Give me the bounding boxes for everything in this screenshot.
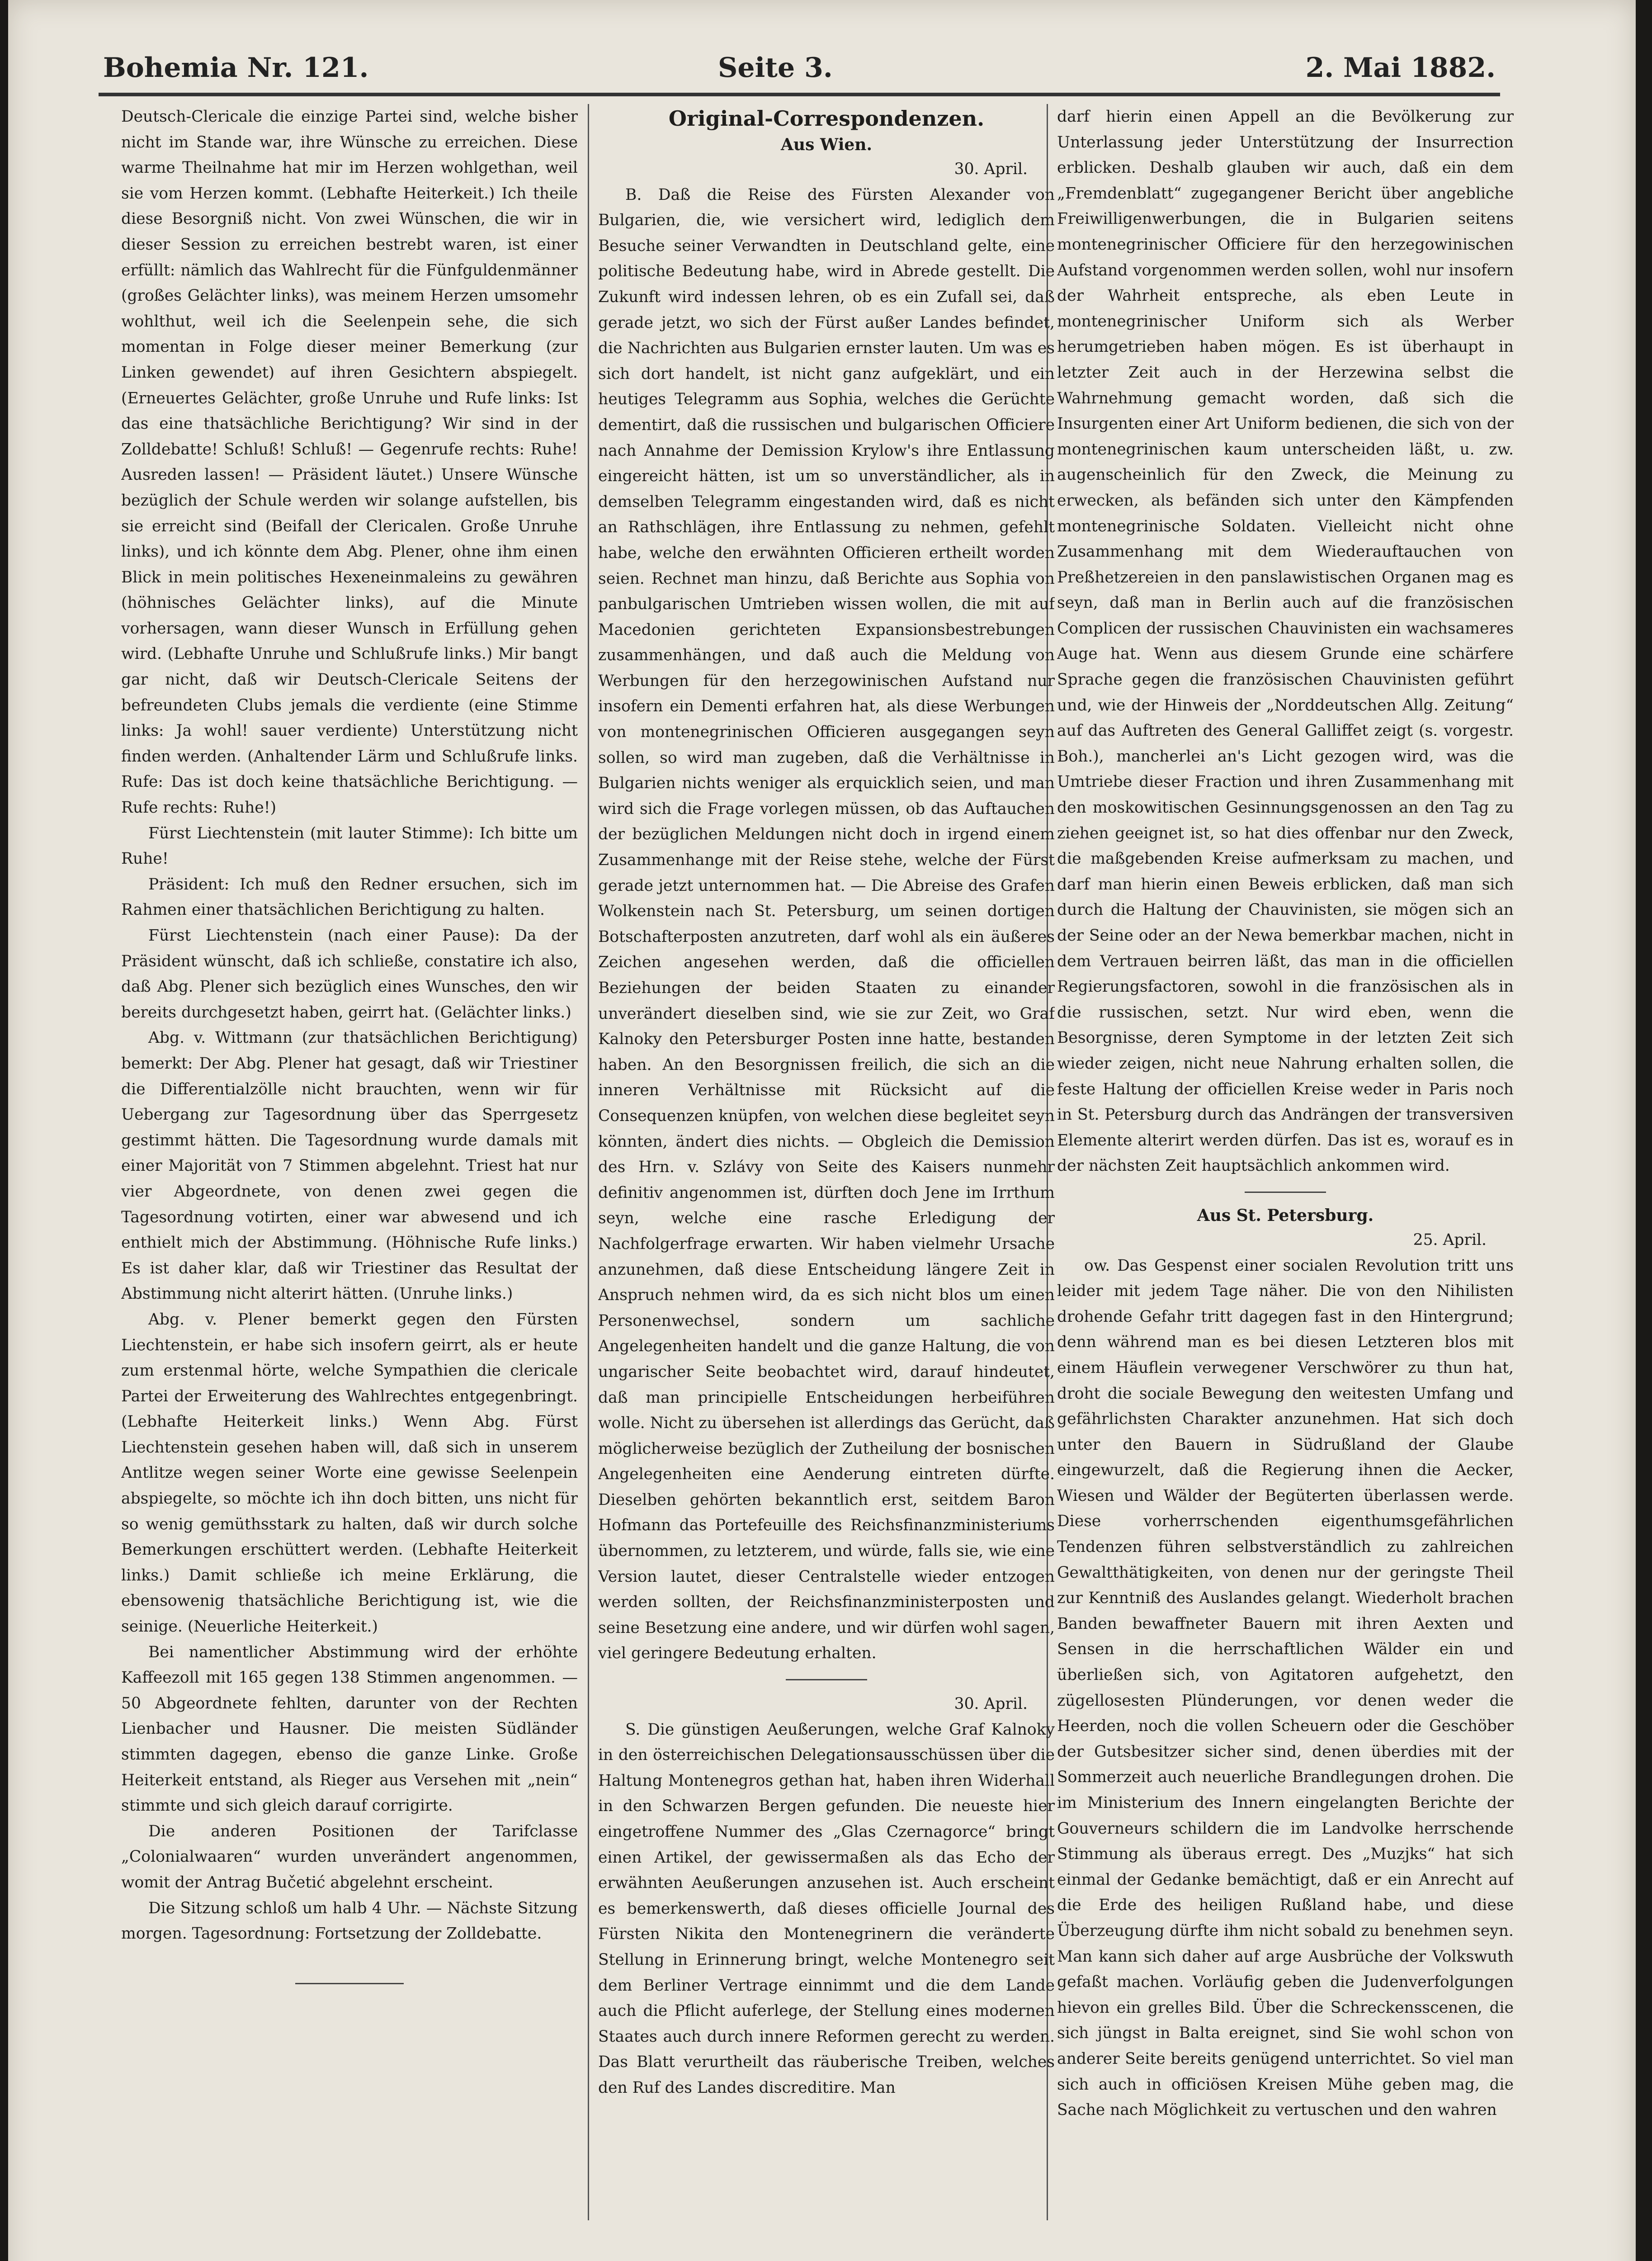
paragraph: Fürst Liechtenstein (nach einer Pause): Da der Präsident wünscht, daß ich schließe, constatire ich also, daß Abg. Plener sich bezüglich eines Wunsches, den wir bereits durchgesetzt haben, geirrt hat. (Gelächter links.): [121, 927, 578, 1022]
header-issue: Bohemia Nr. 121.: [103, 52, 369, 84]
column-divider-1: [588, 104, 589, 2220]
column-2: [598, 104, 1055, 2261]
paragraph: Präsident: Ich muß den Redner ersuchen, sich im Rahmen einer thatsächlichen Berichtigung zu halten.: [121, 875, 578, 919]
column-1: [121, 104, 578, 2261]
header-date: 2. Mai 1882.: [1305, 52, 1496, 84]
paragraph: ow. Das Gespenst einer socialen Revolution tritt uns leider mit jedem Tage näher. Die von den Nihilisten drohende Gefahr tritt dagegen fast in den Hintergrund; denn während man es bei diesen Letzteren blos mit einem Häuflein verwegener Verschwörer zu thun hat, droht die sociale Bewegung den weitesten Umfang und gefährlichsten Charakter anzunehmen. Hat sich doch unter den Bauern in Südrußland der Glaube eingewurzelt, daß die Regierung ihnen die Aecker, Wiesen und Wälder der Begüterten überlassen werde. Diese vorherrschenden eigenthumsgefährlichen Tendenzen führen selbstverständlich zu zahlreichen Gewaltthätigkeiten, von denen nur der geringste Theil zur Kenntniß des Auslandes gelangt. Wiederholt brachen Banden bewaffneter Bauern mit ihren Aexten und Sensen in die herrschaftlichen Wälder ein und überließen sich, von Agitatoren aufgehetzt, den zügellosesten Plünderungen, vor denen weder die Heerden, noch die vollen Scheuern oder die Geschöber der Gutsbesitzer sicher sind, denen überdies mit der Sommerzeit auch neuerliche Brandlegungen drohen. Die im Ministerium des Innern eingelangten Berichte der Gouverneurs schildern die im Landvolke herrschende Stimmung als überaus erregt. Des „Muzjks“ hat sich einmal der Gedanke bemächtigt, daß er ein Anrecht auf die Erde des heiligen Rußland habe, und diese Überzeugung dürfte ihm nicht sobald zu benehmen seyn. Man kann sich daher auf arge Ausbrüche der Volkswuth gefaßt machen. Vorläufig geben die Judenverfolgungen hievon ein grelles Bild. Über die Schreckensscenen, die sich jüngst in Balta ereignet, sind Sie wohl schon von anderer Seite bereits genügend unterrichtet. So viel man sich auch in officiösen Kreisen Mühe geben mag, die Sache nach Möglichkeit zu vertuschen und den wahren: [1057, 1256, 1514, 2119]
article-end-rule: [295, 1983, 404, 1984]
paragraph: Abg. v. Plener bemerkt gegen den Fürsten Liechtenstein, er habe sich insofern geirrt, als er heute zum erstenmal hörte, welche Sympathien die clericale Partei der Erweiterung des Wahlrechtes entgegenbringt. (Lebhafte Heiterkeit links.) Wenn Abg. Fürst Liechtenstein gesehen haben will, daß sich in unserem Antlitze wegen seiner Worte eine gewisse Seelenpein abspiegelte, so möchte ich ihn doch bitten, uns nicht für so wenig gemüthsstark zu halten, daß wir durch solche Bemerkungen erschüttert werden. (Lebhafte Heiterkeit links.) Damit schließe ich meine Erklärung, die ebensowenig thatsächliche Berichtigung ist, wie die seinige. (Neuerliche Heiterkeit.): [121, 1310, 578, 1636]
header-rule: [99, 93, 1500, 96]
dateline-date: 25. April.: [1413, 1230, 1487, 1249]
column-3: [1057, 104, 1514, 2261]
dateline-place: Aus Wien.: [781, 135, 872, 154]
page-header: [103, 43, 1496, 97]
paragraph: Deutsch-Clericale die einzige Partei sind, welche bisher nicht im Stande war, ihre Wünsche zu erreichen. Diese warme Theilnahme hat mir im Herzen wohlgethan, weil sie vom Herzen kommt. (Lebhafte Heiterkeit.) Ich theile diese Besorgniß nicht. Von zwei Wünschen, die wir in dieser Session zu erreichen bestrebt waren, ist einer erfüllt: nämlich das Wahlrecht für die Fünfguldenmänner (großes Gelächter links), was meinem Herzen umsomehr wohlthut, weil ich die Seelenpein sehe, die sich momentan in Folge dieser meiner Bemerkung (zur Linken gewendet) auf ihren Gesichtern abspiegelt. (Erneuertes Gelächter, große Unruhe und Rufe links: Ist das eine thatsächliche Berichtigung? Wir sind in der Zolldebatte! Schluß! Schluß! — Gegenrufe rechts: Ruhe! Ausreden lassen! — Präsident läutet.) Unsere Wünsche bezüglich der Schule werden wir solange aufstellen, bis sie erreicht sind (Beifall der Clericalen. Große Unruhe links), und ich könnte dem Abg. Plener, ohne ihm einen Blick in mein politisches Hexeneinmaleins zu gewähren (höhnisches Gelächter links), auf die Minute vorhersagen, wann dieser Wunsch in Erfüllung gehen wird. (Lebhafte Unruhe und Schlußrufe links.) Mir bangt gar nicht, daß wir Deutsch-Clericale Seitens der befreundeten Clubs jemals die verdiente (eine Stimme links: Ja wohl! sauer verdiente) Unterstützung nicht finden werden. (Anhaltender Lärm und Schlußrufe links. Rufe: Das ist doch keine thatsächliche Berichtigung. — Rufe rechts: Ruhe!): [121, 108, 578, 817]
dateline-date: 30. April.: [954, 160, 1028, 178]
dateline-date: 30. April.: [954, 1695, 1028, 1713]
paragraph: Die anderen Positionen der Tarifclasse „Colonialwaaren“ wurden unverändert angenommen, womit der Antrag Bučetić abgelehnt erscheint.: [121, 1822, 578, 1892]
paragraph: Bei namentlicher Abstimmung wird der erhöhte Kaffeezoll mit 165 gegen 138 Stimmen angenommen. — 50 Abgeordnete fehlten, darunter von der Rechten Lienbacher und Hausner. Die meisten Südländer stimmten dagegen, ebenso die ganze Linke. Große Heiterkeit entstand, als Rieger aus Versehen mit „nein“ stimmte und sich gleich darauf corrigirte.: [121, 1643, 578, 1815]
newspaper-page: [8, 0, 1636, 2261]
paragraph: B. Daß die Reise des Fürsten Alexander von Bulgarien, die, wie versichert wird, lediglich dem Besuche seiner Verwandten in Deutschland gelte, eine politische Bedeutung habe, wird in Abrede gestellt. Die Zukunft wird indessen lehren, ob es ein Zufall sei, daß gerade jetzt, wo sich der Fürst außer Landes befindet, die Nachrichten aus Bulgarien ernster lauten. Um was es sich dort handelt, ist nicht ganz aufgeklärt, und ein heutiges Telegramm aus Sophia, welches die Gerüchte dementirt, daß die russischen und bulgarischen Officiere nach Annahme der Demission Krylow's ihre Entlassung eingereicht hätten, ist um so unverständlicher, als in demselben Telegramm eingestanden wird, daß es nicht an Rathschlägen, ihre Entlassung zu nehmen, gefehlt habe, welche den erwähnten Officieren ertheilt worden seien. Rechnet man hinzu, daß Berichte aus Sophia von panbulgarischen Umtrieben wissen wollen, die mit auf Macedonien gerichteten Expansionsbestrebungen zusammenhängen, und daß auch die Meldung von Werbungen für den herzegowinischen Aufstand nur insofern ein Dementi erfahren hat, als diese Werbungen von montenegrinischen Officieren ausgegangen seyn sollen, so wird man zugeben, daß die Verhältnisse in Bulgarien nichts weniger als erquicklich seien, und man wird sich die Frage vorlegen müssen, ob das Auftauchen der bezüglichen Meldungen nicht doch in irgend einem Zusammenhange mit der Reise stehe, welche der Fürst gerade jetzt unternommen hat. — Die Abreise des Grafen Wolkenstein nach St. Petersburg, um seinen dortigen Botschafterposten anzutreten, darf wohl als ein äußeres Zeichen angesehen werden, daß die officiellen Beziehungen der beiden Staaten zu einander unverändert dieselben sind, wie sie zur Zeit, wo Graf Kalnoky den Petersburger Posten inne hatte, bestanden haben. An den Besorgnissen freilich, die sich an die inneren Verhältnisse mit Rücksicht auf die Consequenzen knüpfen, von welchen diese begleitet seyn könnten, ändert dies nichts. — Obgleich die Demission des Hrn. v. Szlávy von Seite des Kaisers nunmehr definitiv angenommen ist, dürften doch Jene im Irrthum seyn, welche eine rasche Erledigung der Nachfolgerfrage erwarten. Wir haben vielmehr Ursache anzunehmen, daß diese Entscheidung längere Zeit in Anspruch nehmen wird, da es sich nicht blos um einen Personenwechsel, sondern um sachliche Angelegenheiten handelt und die ganze Haltung, die von ungarischer Seite beobachtet wird, darauf hindeutet, daß man principielle Entscheidungen herbeiführen wolle. Nicht zu übersehen ist allerdings das Gerücht, daß möglicherweise bezüglich der Zutheilung der bosnischen Angelegenheiten eine Aenderung eintreten dürfte. Dieselben gehörten bekanntlich erst, seitdem Baron Hofmann das Portefeuille des Reichsfinanzministeriums übernommen, zu letzterem, und würde, falls sie, wie eine Version lautet, dieser Centralstelle wieder entzogen werden sollten, der Reichsfinanzministerposten und seine Besetzung eine andere, und wir dürfen wohl sagen, viel geringere Bedeutung erhalten.: [598, 185, 1055, 1663]
header-page-number: Seite 3.: [718, 52, 833, 84]
separator-rule: [1245, 1192, 1326, 1193]
dateline-place: Aus St. Petersburg.: [1197, 1206, 1374, 1225]
paragraph: Abg. v. Wittmann (zur thatsächlichen Berichtigung) bemerkt: Der Abg. Plener hat gesagt, daß wir Triestiner die Differentialzölle nicht brauchten, wenn wir für Uebergang zur Tagesordnung über das Sperrgesetz gestimmt hätten. Die Tagesordnung wurde damals mit einer Majorität von 7 Stimmen abgelehnt. Triest hat nur vier Abgeordnete, von denen zwei gegen die Tagesordnung votirten, einer war abwesend und ich enthielt mich der Abstimmung. (Höhnische Rufe links.) Es ist daher klar, daß wir Triestiner das Resultat der Abstimmung nicht alterirt hätten. (Unruhe links.): [121, 1029, 578, 1303]
section-title: Original-Correspondenzen.: [668, 106, 985, 131]
paragraph: darf hierin einen Appell an die Bevölkerung zur Unterlassung jeder Unterstützung der Insurrection erblicken. Deshalb glauben wir auch, daß ein dem „Fremdenblatt“ zugegangener Bericht über angebliche Freiwilligenwerbungen, die in Bulgarien seitens montenegrinischer Officiere für den herzegowinischen Aufstand vorgenommen werden sollen, wohl nur insofern der Wahrheit entspreche, als eben Leute in montenegrinischer Uniform sich als Werber herumgetrieben haben mögen. Es ist überhaupt in letzter Zeit auch in der Herzewina selbst die Wahrnehmung gemacht worden, daß sich die Insurgenten einer Art Uniform bedienen, die sich von der montenegrinischen kaum unterscheiden läßt, u. zw. augenscheinlich für den Zweck, die Meinung zu erwecken, als befänden sich unter den Kämpfenden montenegrinische Soldaten. Vielleicht nicht ohne Zusammenhang mit dem Wiederauftauchen von Preßhetzereien in den panslawistischen Organen mag es seyn, daß man in Berlin auch auf die französischen Complicen der russischen Chauvinisten ein wachsameres Auge hat. Wenn aus diesem Grunde eine schärfere Sprache gegen die französischen Chauvinisten geführt und, wie der Hinweis der „Norddeutschen Allg. Zeitung“ auf das Auftreten des General Galliffet zeigt (s. vorgestr. Boh.), mancherlei an's Licht gezogen wird, was die Umtriebe dieser Fraction und ihren Zusammenhang mit den moskowitischen Gesinnungsgenossen an den Tag zu ziehen geeignet ist, so hat dies offenbar nur den Zweck, die maßgebenden Kreise aufmerksam zu machen, und darf man hierin einen Beweis erblicken, daß man sich durch die Haltung der Chauvinisten, sie mögen sich an der Seine oder an der Newa bemerkbar machen, nicht in dem Vertrauen beirren läßt, das man in die officiellen Regierungsfactoren, sowohl in die französischen als in die russischen, setzt. Nur wird eben, wenn die Besorgnisse, deren Symptome in der letzten Zeit sich wieder zeigen, nicht neue Nahrung erhalten sollen, die feste Haltung der officiellen Kreise weder in Paris noch in St. Petersburg durch das Andrängen der transversiven Elemente alterirt werden dürfen. Das ist es, worauf es in der nächsten Zeit hauptsächlich ankommen wird.: [1057, 108, 1514, 1175]
paragraph: Fürst Liechtenstein (mit lauter Stimme): Ich bitte um Ruhe!: [121, 824, 578, 868]
paragraph: Die Sitzung schloß um halb 4 Uhr. — Nächste Sitzung morgen. Tagesordnung: Fortsetzung der Zolldebatte.: [121, 1899, 578, 1943]
separator-rule: [786, 1679, 867, 1680]
paragraph: S. Die günstigen Aeußerungen, welche Graf Kalnoky in den österreichischen Delegationsausschüssen über die Haltung Montenegros gethan hat, haben ihren Widerhall in den Schwarzen Bergen gefunden. Die neueste hier eingetroffene Nummer des „Glas Czernagorce“ bringt einen Artikel, der gewissermaßen als das Echo der erwähnten Aeußerungen anzusehen ist. Auch erscheint es bemerkenswerth, daß dieses officielle Journal des Fürsten Nikita den Montenegrinern die veränderte Stellung in Erinnerung bringt, welche Montenegro seit dem Berliner Vertrage einnimmt und die dem Lande auch die Pflicht auferlege, der Stellung eines modernen Staates auch durch innere Reformen gerecht zu werden. Das Blatt verurtheilt das räuberische Treiben, welches den Ruf des Landes discreditire. Man: [598, 1720, 1055, 2097]
